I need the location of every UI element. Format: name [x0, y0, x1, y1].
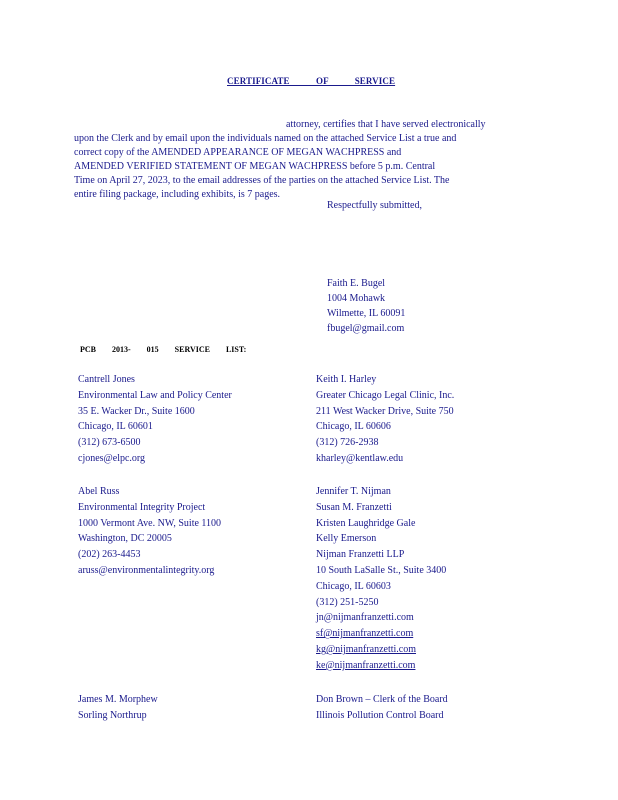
contact-email[interactable]: jn@nijmanfranzetti.com	[316, 612, 414, 624]
signer-name: Faith E. Bugel	[327, 278, 386, 289]
contact-email[interactable]: aruss@environmentalintegrity.org	[78, 564, 215, 576]
contact-line: (202) 263-4453	[78, 549, 141, 561]
service-contact	[78, 372, 232, 467]
contact-line: Chicago, IL 60606	[316, 421, 391, 433]
contact-line: Nijman Franzetti LLP	[316, 549, 405, 561]
contact-line: Environmental Integrity Project	[78, 501, 206, 513]
service-contact	[316, 692, 448, 724]
contact-line: (312) 726-2938	[316, 437, 379, 449]
paragraph-line: correct copy of the AMENDED APPEARANCE OF MEGAN WACHPRESS and	[74, 147, 402, 158]
signer-street: 1004 Mohawk	[327, 293, 386, 304]
contact-line: 10 South LaSalle St., Suite 3400	[316, 564, 447, 576]
service-contact	[316, 372, 454, 467]
contact-line: Cantrell Jones	[78, 374, 135, 385]
contact-line: Environmental Law and Policy Center	[78, 389, 232, 401]
service-contact	[78, 484, 221, 579]
signer-email: fbugel@gmail.com	[327, 323, 405, 334]
contact-line: (312) 251-5250	[316, 596, 379, 608]
paragraph-line: AMENDED VERIFIED STATEMENT OF MEGAN WACHPRESS before 5 p.m. Central	[74, 161, 436, 172]
closing-text: Respectfully submitted,	[327, 200, 422, 211]
paragraph-line: entire filing package, including exhibits, is 7 pages.	[74, 189, 281, 200]
contact-line: Kristen Laughridge Gale	[316, 517, 416, 529]
contact-line: Illinois Pollution Control Board	[316, 709, 444, 721]
paragraph-line: Time on April 27, 2023, to the email addresses of the parties on the attached Service List. The	[74, 175, 450, 186]
service-contact	[78, 692, 158, 724]
contact-line: Greater Chicago Legal Clinic, Inc.	[316, 389, 455, 401]
signer-block	[327, 276, 405, 336]
contact-line: Jennifer T. Nijman	[316, 486, 391, 497]
contact-line: Keith I. Harley	[316, 374, 377, 385]
contact-email[interactable]: sf@nijmanfranzetti.com	[316, 628, 414, 640]
document-title: CERTIFICATE OF SERVICE	[227, 76, 396, 86]
contact-email[interactable]: ke@nijmanfranzetti.com	[316, 659, 416, 671]
contact-line: 1000 Vermont Ave. NW, Suite 1100	[78, 517, 222, 529]
certification-paragraph	[74, 118, 532, 202]
service-contact	[316, 484, 446, 674]
contact-line: Washington, DC 20005	[78, 533, 172, 545]
contact-line: James M. Morphew	[78, 694, 158, 705]
contact-line: Kelly Emerson	[316, 533, 377, 545]
contact-line: 35 E. Wacker Dr., Suite 1600	[78, 405, 195, 417]
contact-email[interactable]: kg@nijmanfranzetti.com	[316, 643, 417, 655]
paragraph-line: upon the Clerk and by email upon the individuals named on the attached Service List a true and	[74, 133, 457, 144]
contact-email[interactable]: kharley@kentlaw.edu	[316, 452, 404, 464]
contact-line: 211 West Wacker Drive, Suite 750	[316, 405, 454, 417]
contact-line: Chicago, IL 60601	[78, 421, 153, 433]
signer-city: Wilmette, IL 60091	[327, 308, 406, 319]
contact-email[interactable]: cjones@elpc.org	[78, 452, 146, 464]
paragraph-line: attorney, certifies that I have served electronically	[286, 119, 486, 130]
service-list-heading: PCB 2013- 015 SERVICE LIST:	[80, 345, 247, 354]
contact-line: (312) 673-6500	[78, 437, 141, 449]
contact-line: Chicago, IL 60603	[316, 580, 391, 592]
contact-line: Susan M. Franzetti	[316, 501, 392, 513]
contact-line: Abel Russ	[78, 486, 120, 497]
contact-line: Don Brown – Clerk of the Board	[316, 694, 448, 705]
contact-line: Sorling Northrup	[78, 709, 147, 721]
